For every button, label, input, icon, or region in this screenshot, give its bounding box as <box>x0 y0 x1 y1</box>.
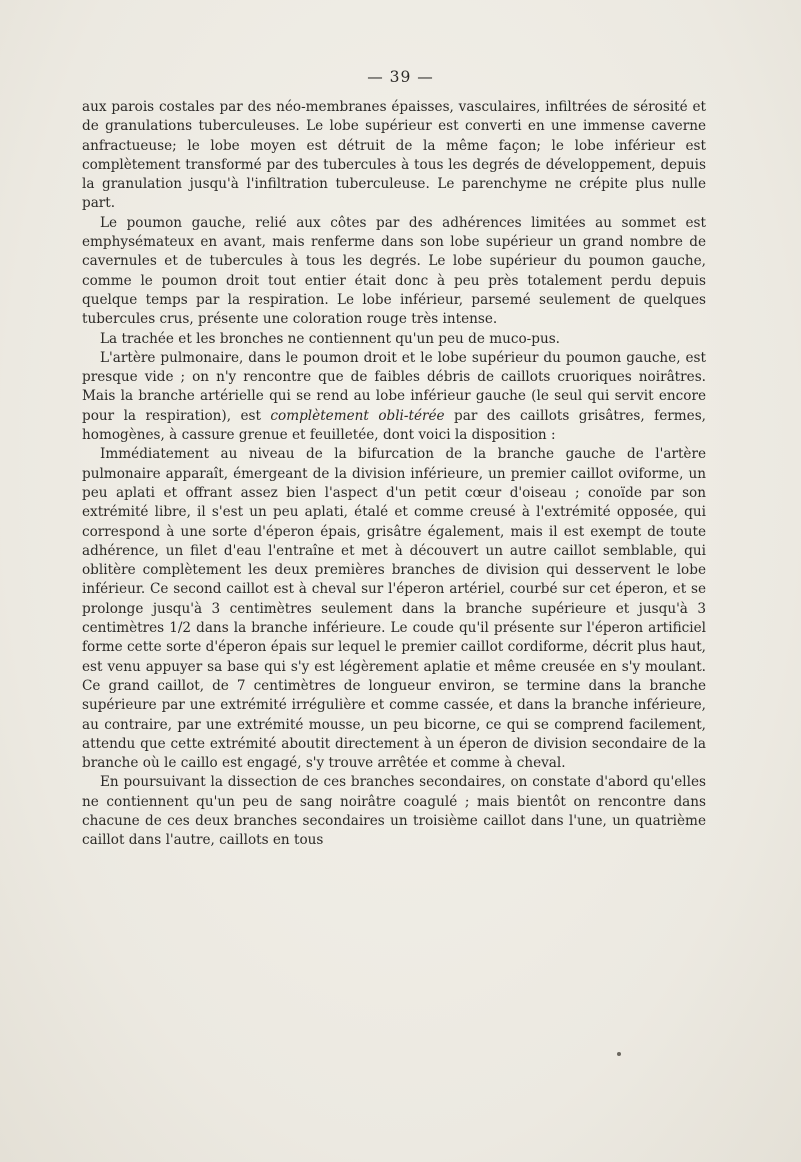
body-text <box>82 98 706 851</box>
paragraph-dissection: En poursuivant la dissection de ces branches secondaires, on constate d'abord qu'elles ne contiennent qu'un peu de sang noirâtre coagulé ; mais bientôt on rencontre dans chacune de ces deux branches secondaires un troisième caillot dans l'une, un quatrième caillot dans l'autre, caillots en tous <box>82 774 706 849</box>
ink-dot <box>617 1052 621 1056</box>
text-run: L'artère pulmonaire, dans le poumon droit et le lobe supérieur du poumon gauche, est presque vide ; on n'y rencontre que de faibles débris de caillots cruoriques noirâtres. Mais la branche artérielle qui se rend au lobe inférieur gauche (le seul qui servit encore pour la respiration), est <box>82 349 706 424</box>
italic-emphasis: complètement obli-térée <box>270 407 445 424</box>
paragraph-artere-pulmonaire <box>82 349 706 445</box>
paragraph-trachee: La trachée et les bronches ne contiennent qu'un peu de muco-pus. <box>100 330 560 347</box>
paragraph-parois-costales: aux parois costales par des néo-membranes épaisses, vasculaires, infiltrées de sérosité et de granulations tuberculeuses. Le lobe supérieur est converti en une immense caverne anfractueuse; le lobe moyen est détruit de la même façon; le lobe inférieur est complètement transformé par des tubercules à tous les degrés de développement, depuis la granulation jusqu'à l'infiltration tuberculeuse. Le parenchyme ne crépite plus nulle part. <box>82 99 706 212</box>
page-number: — 39 — <box>367 68 434 86</box>
text-run: par des caillots grisâtres, fermes, homogènes, à cassure grenue et feuilletée, dont voici la disposition : <box>82 407 706 444</box>
paragraph-poumon-gauche: Le poumon gauche, relié aux côtes par des adhérences limitées au sommet est emphysémateux en avant, mais renferme dans son lobe supérieur un grand nombre de cavernules et de tubercules à tous les degrés. Le lobe supérieur du poumon gauche, comme le poumon droit tout entier était donc à peu près totalement perdu depuis quelque temps par la respiration. Le lobe inférieur, parsemé seulement de quelques tubercules crus, présente une coloration rouge très intense. <box>82 214 706 328</box>
paragraph-bifurcation: Immédiatement au niveau de la bifurcation de la branche gauche de l'artère pulmonaire apparaît, émergeant de la division inférieure, un premier caillot oviforme, un peu aplati et offrant assez bien l'aspect d'un petit cœur d'oiseau ; conoïde par son extrémité libre, il s'est un peu aplati, étalé et comme creusé à l'extrémité opposée, qui correspond à une sorte d'éperon épais, grisâtre également, mais il est exempt de toute adhérence, un filet d'eau l'entraîne et met à découvert un autre caillot semblable, qui oblitère complètement les deux premières branches de division qui desservent le lobe inférieur. Ce second caillot est à cheval sur l'éperon artériel, courbé sur cet éperon, et se prolonge jusqu'à 3 centimètres seulement dans la branche supérieure et jusqu'à 3 centimètres 1/2 dans la branche inférieure. Le coude qu'il présente sur l'éperon artificiel forme cette sorte d'éperon épais sur lequel le premier caillot cordiforme, décrit plus haut, est venu appuyer sa base qui s'y est légèrement aplatie et même creusée en s'y moulant. Ce grand caillot, de 7 centimètres de longueur environ, se termine dans la branche supérieure par une extrémité irrégulière et comme cassée, et dans la branche inférieure, au contraire, par une extrémité mousse, un peu bicorne, ce qui se comprend facilement, attendu que cette extrémité aboutit directement à un éperon de division secondaire de la branche où le caillo est engagé, s'y trouve arrêtée et comme à cheval. <box>82 446 706 772</box>
